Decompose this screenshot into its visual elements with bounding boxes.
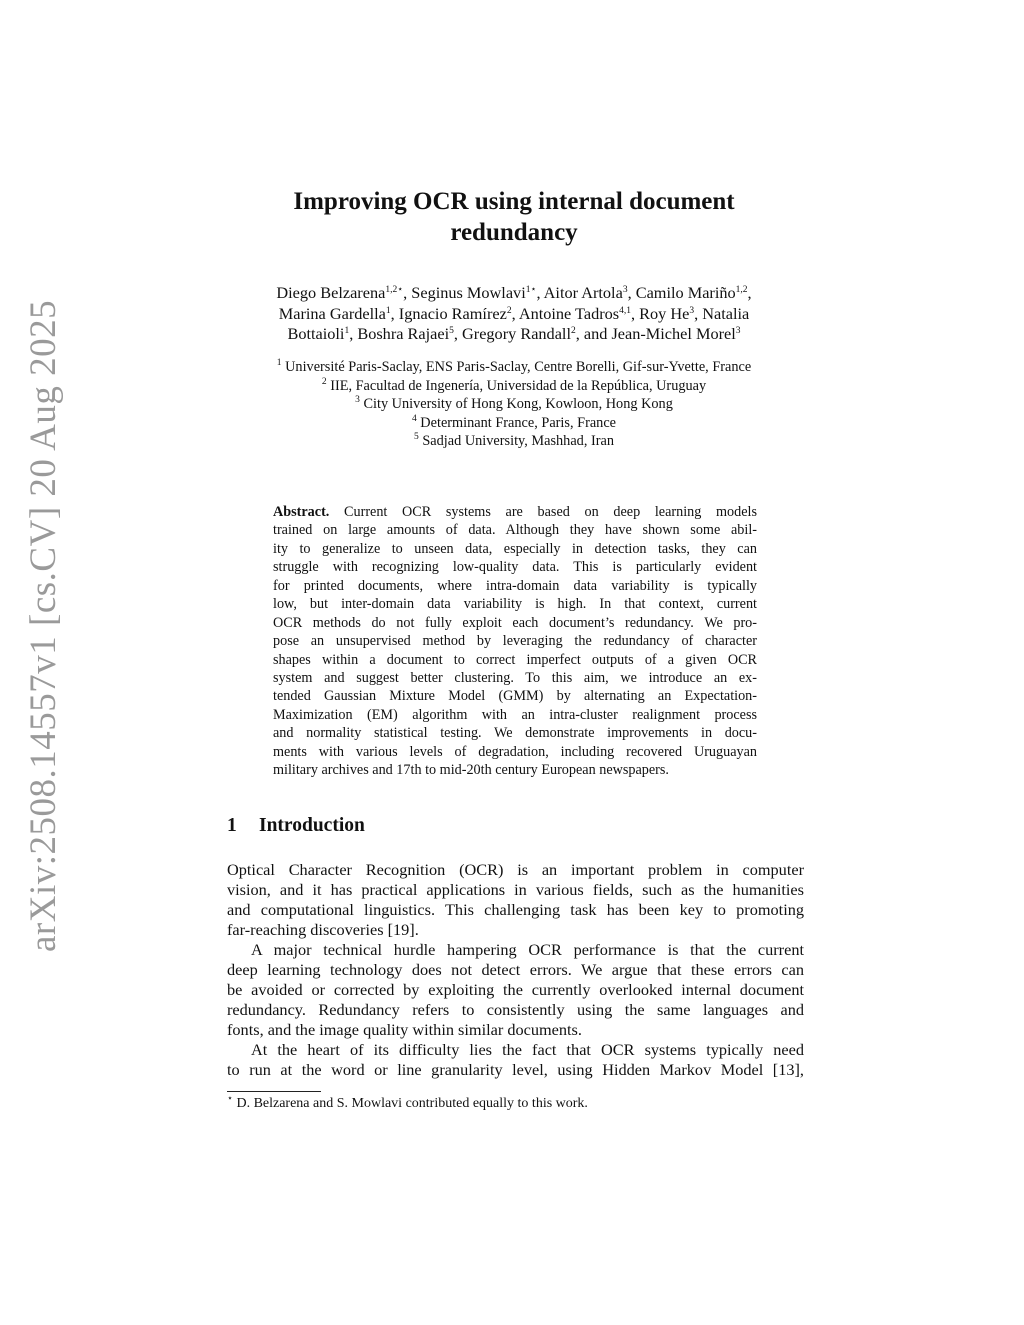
affiliation-item	[180, 395, 848, 414]
author-affiliation-mark: 2	[570, 326, 576, 336]
section-heading-introduction	[227, 815, 365, 837]
paper-title	[200, 186, 828, 248]
abstract-line: ments with various levels of degradation, including recovered Uruguayan	[273, 743, 757, 760]
author-list	[180, 283, 848, 345]
author-affiliation-mark: 4,1	[619, 305, 631, 316]
body-line: be avoided or corrected by exploiting the currently overlooked internal document	[227, 980, 804, 999]
body-line: to run at the word or line granularity level, using Hidden Markov Model [13],	[227, 1060, 804, 1079]
affiliation-text: Determinant France, Paris, France	[420, 414, 617, 431]
author-name: , Natalia	[694, 303, 750, 323]
author-name: , Seginus Mowlavi	[403, 283, 526, 302]
author-separator: ,	[747, 283, 752, 302]
affiliation-item	[180, 358, 848, 377]
abstract-line-text: Current OCR systems are based on deep learning models	[344, 504, 758, 520]
abstract-line: ity to generalize to unseen data, especially in detection tasks, they can	[273, 540, 757, 557]
footnote-mark: ⋆	[227, 1094, 233, 1104]
body-line: deep learning technology does not detect errors. We argue that these errors can	[227, 960, 804, 979]
abstract-line: military archives and 17th to mid-20th century European newspapers.	[273, 762, 669, 779]
author-name: , Boshra Rajaei	[349, 324, 450, 343]
footnote-text: D. Belzarena and S. Mowlavi contributed equally to this work.	[236, 1096, 588, 1111]
author-affiliation-mark: 3	[735, 326, 741, 336]
abstract-line: low, but inter-domain data variability is high. In that context, current	[273, 596, 757, 613]
author-affiliation-mark: 1	[344, 326, 350, 336]
footnote	[227, 1096, 588, 1112]
affiliation-item	[180, 432, 848, 451]
body-line: Optical Character Recognition (OCR) is an important problem in computer	[227, 860, 804, 879]
title-line-1: Improving OCR using internal document	[293, 188, 735, 215]
author-affiliation-mark: 3	[622, 285, 628, 295]
author-affiliation-mark: 1,2⋆	[385, 285, 404, 295]
abstract-line: OCR methods do not fully exploit each document’s redundancy. We pro-	[273, 614, 757, 631]
author-line-1	[180, 283, 848, 304]
body-line: far-reaching discoveries [19].	[227, 920, 419, 939]
author-name: , Roy He	[631, 303, 690, 323]
footnote-divider	[227, 1091, 321, 1092]
author-name: Diego Belzarena	[276, 283, 386, 302]
author-name: , and Jean-Michel Morel	[575, 324, 736, 343]
author-affiliation-mark: 5	[449, 326, 454, 336]
author-name: , Gregory Randall	[453, 324, 571, 343]
author-affiliation-mark: 1	[385, 305, 391, 316]
body-line: redundancy. Redundancy refers to consistently using the same languages and	[227, 1000, 804, 1019]
affiliation-item	[180, 377, 848, 396]
body-line: A major technical hurdle hampering OCR performance is that the current	[251, 940, 804, 959]
affiliation-list	[180, 358, 848, 451]
affiliation-text: Sadjad University, Mashhad, Iran	[422, 433, 614, 450]
section-title: Introduction	[259, 815, 365, 836]
author-name: Marina Gardella	[278, 303, 386, 323]
author-name: , Camilo Mariño	[627, 283, 736, 302]
abstract-line: Maximization (EM) algorithm with an intra-cluster realignment process	[273, 706, 757, 723]
abstract-line: and normality statistical testing. We demonstrate improvements in docu-	[273, 725, 757, 742]
author-affiliation-mark: 3	[689, 305, 695, 316]
abstract-line: struggle with recognizing low-quality data. This is particularly evident	[273, 559, 757, 576]
affiliation-text: IIE, Facultad de Ingenería, Universidad de la República, Uruguay	[330, 377, 707, 394]
abstract	[273, 503, 757, 780]
abstract-line	[273, 503, 757, 521]
affiliation-number: 5	[414, 432, 419, 443]
affiliation-text: Université Paris-Saclay, ENS Paris-Saclay, Centre Borelli, Gif-sur-Yvette, France	[285, 359, 752, 375]
affiliation-number: 3	[355, 395, 360, 406]
affiliation-text: City University of Hong Kong, Kowloon, Hong Kong	[363, 396, 673, 413]
abstract-label: Abstract.	[273, 504, 330, 520]
author-line-2	[180, 304, 848, 325]
author-affiliation-mark: 2	[506, 305, 512, 316]
title-line-2: redundancy	[450, 219, 578, 246]
abstract-line: trained on large amounts of data. Although they have shown some abil-	[273, 522, 757, 539]
author-line-3	[180, 324, 848, 345]
body-line: At the heart of its difficulty lies the fact that OCR systems typically need	[251, 1040, 804, 1059]
body-line: vision, and it has practical applications in various fields, such as the humanities	[227, 880, 804, 899]
author-name: , Ignacio Ramírez	[390, 303, 507, 323]
introduction-body	[227, 860, 804, 1080]
affiliation-number: 1	[276, 358, 282, 368]
abstract-line: for printed documents, where intra-domain data variability is typically	[273, 577, 757, 594]
body-line: and computational linguistics. This challenging task has been key to promoting	[227, 900, 804, 919]
affiliation-number: 2	[321, 376, 327, 387]
author-affiliation-mark: 1⋆	[525, 285, 537, 295]
author-name: Bottaioli	[287, 324, 345, 343]
affiliation-item	[180, 414, 848, 433]
abstract-line: tended Gaussian Mixture Model (GMM) by alternating an Expectation-	[273, 688, 757, 705]
arxiv-identifier-stamp: arXiv:2508.14557v1 [cs.CV] 20 Aug 2025	[23, 299, 64, 952]
section-number: 1	[227, 815, 237, 836]
abstract-line: system and suggest better clustering. To this aim, we introduce an ex-	[273, 669, 757, 686]
author-affiliation-mark: 1,2	[735, 285, 748, 295]
affiliation-number: 4	[411, 413, 417, 424]
author-name: , Aitor Artola	[536, 283, 623, 302]
body-line: fonts, and the image quality within similar documents.	[227, 1020, 582, 1039]
author-name: , Antoine Tadros	[511, 303, 620, 323]
abstract-line: pose an unsupervised method by leveraging the redundancy of character	[273, 633, 757, 650]
abstract-line: shapes within a document to correct imperfect outputs of a given OCR	[273, 651, 757, 668]
